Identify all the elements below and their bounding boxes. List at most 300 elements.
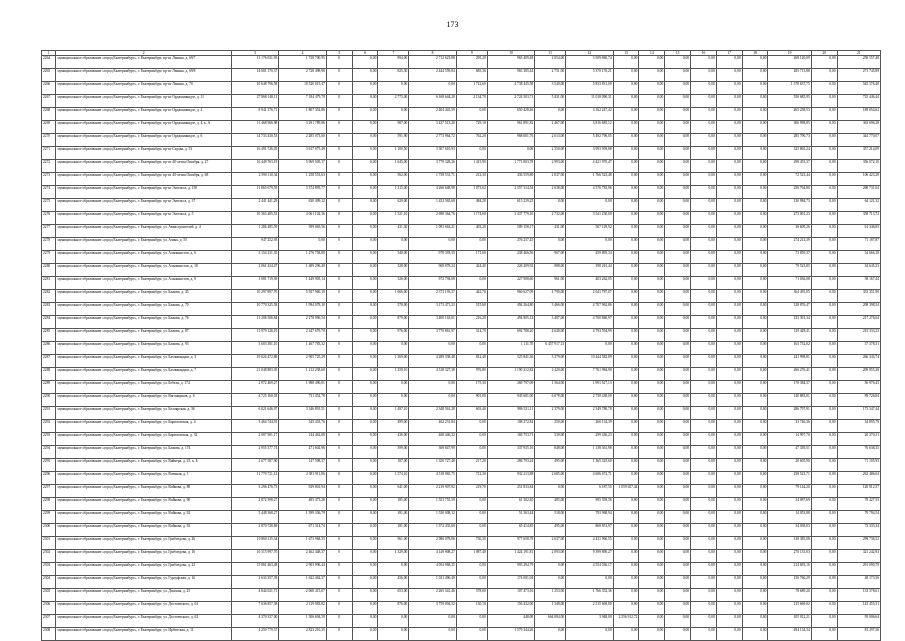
value-cell: 106 423,28 [837,173,880,186]
value-cell: 0,00 [566,199,613,212]
value-cell: 0,00 [613,329,639,342]
value-cell: 1 449 905,14 [279,277,326,290]
value-cell: 986 521,11 [487,407,534,420]
value-cell: 4 266 648,98 [409,186,456,199]
value-cell: 0,00 [691,368,717,381]
value-cell: 306 998,85 [768,121,811,134]
value-cell: 0,00 [811,303,837,316]
value-cell: 0,00 [811,446,837,459]
value-cell: 0,00 [378,108,409,121]
value-cell: 0,00 [665,134,691,147]
value-cell: 0,00 [665,316,691,329]
value-cell: 4 606 672,71 [566,472,613,485]
value-cell: 2 724 503,71 [487,95,534,108]
value-cell: 0,00 [639,524,665,537]
value-cell: 0,00 [566,238,613,251]
table-row [42,446,881,459]
row-number-cell: 2276 [42,212,56,225]
value-cell: 0 [326,524,352,537]
row-number-cell: 2295 [42,459,56,472]
value-cell: 0,00 [613,368,639,381]
value-cell: 0,00 [716,446,742,459]
value-cell: 61 346,85 [837,225,880,238]
value-cell: 0,00 [811,420,837,433]
value-cell: 181,00 [378,511,409,524]
value-cell: 0,00 [811,238,837,251]
value-cell: 0,00 [691,56,717,69]
value-cell: 2 980 078,86 [409,537,456,550]
value-cell: 0,00 [409,615,456,628]
value-cell: 56 976,45 [837,381,880,394]
value-cell: 0,00 [811,108,837,121]
value-cell: 0 [326,251,352,264]
value-cell: 0,00 [639,511,665,524]
value-cell: 484,20 [456,199,487,212]
value-cell: 10 363 485,53 [231,212,278,225]
value-cell: 363 696,28 [837,121,880,134]
value-cell: 4 793 594,99 [566,329,613,342]
table-row [42,550,881,563]
value-cell: 3 466,00 [535,303,566,316]
value-cell: 3 948,00 [566,615,613,628]
value-cell: 5 448 368,27 [231,511,278,524]
value-cell: 0,00 [742,147,768,160]
value-cell: 961,00 [535,277,566,290]
value-cell: 163 752,02 [768,342,811,355]
value-cell: 1 489 296,40 [279,264,326,277]
value-cell: 825,30 [378,69,409,82]
value-cell: 1 758 531,71 [409,173,456,186]
value-cell: 81 297,56 [837,628,880,641]
value-cell: 34 645,23 [837,264,880,277]
value-cell: 0,00 [639,589,665,602]
row-number-cell: 2302 [42,550,56,563]
value-cell: 318 385,08 [768,537,811,550]
table-row [42,563,881,576]
value-cell: 0,00 [742,212,768,225]
value-cell: 0,00 [716,173,742,186]
address-cell: муниципальное образование «город Екатеринбург», г. Екатеринбург, пр-кт Энгельса, д. 37 [56,199,231,212]
value-cell: 0,00 [665,537,691,550]
value-cell: 2 758 438,00 [566,394,613,407]
value-cell: 0,00 [535,108,566,121]
value-cell: 1 329,00 [378,550,409,563]
value-cell: 988,00 [535,264,566,277]
value-cell: 0,00 [639,186,665,199]
value-cell: 403 262,05 [566,277,613,290]
row-number-cell: 2281 [42,277,56,290]
value-cell: 591,90 [378,134,409,147]
table-row [42,160,881,173]
value-cell: 1 276 758,80 [279,251,326,264]
value-cell: 1 572 435,69 [409,524,456,537]
value-cell: 0,00 [811,472,837,485]
value-cell: 0,00 [613,472,639,485]
table-row [42,602,881,615]
value-cell: 333 351,96 [837,290,880,303]
value-cell: 73 859,37 [768,251,811,264]
value-cell: 0,00 [639,251,665,264]
value-cell: 0 [326,264,352,277]
address-cell: муниципальное образование «город Екатеринбург», г. Екатеринбург, ул. Бирюзовская, д. 4 [56,420,231,433]
table-row [42,433,881,446]
value-cell: 0,00 [378,394,409,407]
table-row [42,225,881,238]
value-cell: 0,00 [639,576,665,589]
value-cell: 10 770 325,58 [231,303,278,316]
value-cell: 0,00 [716,407,742,420]
value-cell: 0,00 [352,251,378,264]
value-cell: 0 [326,602,352,615]
value-cell: 0,00 [456,563,487,576]
value-cell: 0,00 [613,446,639,459]
value-cell: 265 258,53 [768,108,811,121]
value-cell: 0,00 [742,407,768,420]
value-cell: 0,00 [409,82,456,95]
value-cell: 3 291 789,86 [279,121,326,134]
value-cell: 0,00 [352,212,378,225]
value-cell: 3 770 861,97 [409,329,456,342]
table-row [42,407,881,420]
row-number-cell: 2299 [42,511,56,524]
value-cell: 879,00 [378,316,409,329]
value-cell: 929 801,94 [279,485,326,498]
value-cell: 4 700 860,97 [566,316,613,329]
value-cell: 0,00 [742,355,768,368]
value-cell: 140 883,01 [768,394,811,407]
value-cell: 2 773 964,72 [409,134,456,147]
table-row [42,381,881,394]
value-cell: 0,00 [352,277,378,290]
value-cell: 0,00 [691,82,717,95]
value-cell: 3 081 719,39 [231,277,278,290]
value-cell: 251 833,84 [487,485,534,498]
value-cell: 0,00 [691,121,717,134]
value-cell: 0,00 [566,576,613,589]
value-cell: 965 409,48 [487,56,534,69]
value-cell: 0 [326,511,352,524]
value-cell: 2 712 623,88 [409,56,456,69]
address-cell: муниципальное образование «город Екатеринбург», г. Екатеринбург, ул. Войкова, д. 90 [56,498,231,511]
value-cell: 641,00 [378,485,409,498]
value-cell: 961,00 [378,537,409,550]
value-cell: 945 681,00 [487,394,534,407]
value-cell: 0,00 [613,537,639,550]
value-cell: 3 379,00 [535,355,566,368]
table-row [42,615,881,628]
table-row [42,342,881,355]
value-cell: 47 339,51 [768,446,811,459]
value-cell: 1 174,60 [456,212,487,225]
value-cell: 0,00 [665,329,691,342]
value-cell: 0 [326,407,352,420]
value-cell: 969 878,24 [409,264,456,277]
value-cell: 0,00 [352,511,378,524]
value-cell: 0,00 [742,186,768,199]
value-cell: 0,00 [613,121,639,134]
value-cell: 0,00 [716,160,742,173]
value-cell: 169 753,73 [487,433,534,446]
value-cell: 0,00 [456,446,487,459]
value-cell: 0,00 [456,108,487,121]
value-cell: 2 379,00 [535,407,566,420]
value-cell: 1 771 803,78 [487,160,534,173]
value-cell: 5 492 796,05 [566,134,613,147]
column-number-cell: 20 [811,51,837,56]
value-cell: 0,00 [613,199,639,212]
value-cell: 0,00 [811,342,837,355]
value-cell: 0,00 [811,498,837,511]
value-cell: 0,00 [665,147,691,160]
value-cell: 48 173,56 [837,576,880,589]
value-cell: 0,00 [665,381,691,394]
value-cell: 286 797,91 [768,407,811,420]
value-cell: 6 187,55 [566,485,613,498]
value-cell: 0,00 [456,576,487,589]
value-cell: 3 173 471,23 [409,303,456,316]
value-cell: 2 348 561,28 [409,407,456,420]
value-cell: 0,00 [487,147,534,160]
value-cell: 0,00 [613,589,639,602]
value-cell: 2 905 725,29 [279,355,326,368]
value-cell: 0,00 [691,316,717,329]
value-cell: 0,00 [716,134,742,147]
value-cell: 3 307 610,93 [409,147,456,160]
value-cell: 0,00 [716,472,742,485]
value-cell: 15 861 463,48 [231,563,278,576]
value-cell: 3 541 230,00 [566,212,613,225]
value-cell: 0,00 [665,212,691,225]
value-cell: 1 365 325,60 [566,459,613,472]
column-number-cell: 2 [56,51,231,56]
value-cell: 0,00 [456,615,487,628]
value-cell: 0,00 [691,290,717,303]
value-cell: 0,00 [811,225,837,238]
value-cell: 14 681 170,37 [231,69,278,82]
column-number-cell: 14 [639,51,665,56]
value-cell: 7 184 479,79 [279,95,326,108]
value-cell: 0,00 [665,82,691,95]
value-cell: 3 778 328,26 [409,160,456,173]
value-cell: 578,00 [456,589,487,602]
value-cell: 0,00 [613,225,639,238]
address-cell: муниципальное образование «город Екатеринбург», г. Екатеринбург, ул. Белоярская, д. 36 [56,407,231,420]
value-cell: 3 296 476,73 [231,485,278,498]
value-cell: 0,00 [535,238,566,251]
value-cell: 0 [326,134,352,147]
value-cell: 0,00 [716,186,742,199]
value-cell: 0,00 [742,368,768,381]
value-cell: 2 087 901,17 [231,433,278,446]
value-cell: 0,00 [716,485,742,498]
value-cell: 3 400 163,01 [409,316,456,329]
value-cell: 0,00 [716,199,742,212]
value-cell: 129 428,41 [768,329,811,342]
column-number-cell: 12 [566,51,613,56]
value-cell: 0,00 [352,134,378,147]
value-cell: 0,00 [352,628,378,641]
value-cell: 1 622 462,37 [279,576,326,589]
value-cell: 36 609,26 [768,225,811,238]
value-cell: 2 381 911,06 [279,472,326,485]
value-cell: 0,00 [535,576,566,589]
table-row [42,212,881,225]
value-cell: 0,00 [639,368,665,381]
value-cell: 0,00 [691,615,717,628]
value-cell: 3 509 860,74 [566,56,613,69]
value-cell: 0,00 [742,69,768,82]
value-cell: 0,00 [352,329,378,342]
column-number-cell: 10 [487,51,534,56]
value-cell: 0,00 [742,342,768,355]
value-cell: 0,00 [352,355,378,368]
value-cell: 1 766 523,48 [566,173,613,186]
value-cell: 266 276,41 [768,368,811,381]
value-cell: 567 129,92 [566,225,613,238]
value-cell: 629,00 [378,199,409,212]
row-number-cell: 2285 [42,329,56,342]
table-row [42,524,881,537]
value-cell: 0,00 [352,446,378,459]
value-cell: 0,00 [613,238,639,251]
value-cell: 0,00 [352,238,378,251]
value-cell: 0,00 [665,550,691,563]
value-cell: 0,00 [691,407,717,420]
value-cell: 321 242,93 [837,550,880,563]
value-cell: 0,00 [352,472,378,485]
value-cell: 0,00 [613,160,639,173]
value-cell: 0,00 [742,459,768,472]
value-cell: 173 347,44 [837,407,880,420]
value-cell: 144 462,08 [279,433,326,446]
value-cell: 0,00 [639,433,665,446]
value-cell: 71 187,87 [837,238,880,251]
value-cell: 0,00 [811,524,837,537]
value-cell: 0,00 [665,524,691,537]
value-cell: 0,00 [811,264,837,277]
value-cell: 0,00 [409,381,456,394]
address-cell: муниципальное образование «город Екатеринбург», г. Екатеринбург, ул. Авиастроителей, д. 4 [56,225,231,238]
value-cell: 5 969 505,17 [279,160,326,173]
value-cell: 0,00 [535,199,566,212]
value-cell: 0,00 [378,628,409,641]
value-cell: 0,00 [665,173,691,186]
table-row [42,303,881,316]
value-cell: 0,00 [691,485,717,498]
value-cell: 0,00 [742,537,768,550]
value-cell: 2 061 434,47 [231,264,278,277]
value-cell: 105 012,21 [768,615,811,628]
row-number-cell: 2296 [42,472,56,485]
value-cell: 0,00 [639,563,665,576]
value-cell: 0,00 [409,238,456,251]
value-cell: 0,00 [716,82,742,95]
value-cell: 0,00 [639,69,665,82]
value-cell: 0,00 [665,69,691,82]
table-row [42,69,881,82]
value-cell: 0,00 [691,108,717,121]
value-cell: 189 854,62 [837,108,880,121]
value-cell: 1 666,00 [378,290,409,303]
value-cell: 5 431,00 [535,95,566,108]
value-cell: 250,00 [535,420,566,433]
value-cell: 0,00 [742,251,768,264]
value-cell: 212,30 [456,173,487,186]
value-cell: 0,00 [742,264,768,277]
value-cell: 0,00 [352,524,378,537]
value-cell: 0,00 [691,563,717,576]
value-cell: 0,00 [352,342,378,355]
value-cell: 0,00 [665,407,691,420]
value-cell: 0,00 [456,342,487,355]
value-cell: 0,00 [639,212,665,225]
value-cell: 725 446,44 [837,95,880,108]
value-cell: 2 219 907,92 [409,485,456,498]
column-number-cell: 7 [378,51,409,56]
address-cell: муниципальное образование «город Екатеринбург», г. Екатеринбург, пр-кт Седова, д. 53 [56,147,231,160]
value-cell: 1 564,00 [535,381,566,394]
value-cell: 1 258 553,63 [279,173,326,186]
value-cell: 130,10 [456,602,487,615]
value-cell: 0 [326,615,352,628]
value-cell: 0,00 [716,602,742,615]
value-cell: 0,00 [691,69,717,82]
address-cell: муниципальное образование «город Екатеринбург», г. Екатеринбург, пр-кт 40-летия Октября, д. 27 [56,160,231,173]
value-cell: 0,00 [665,368,691,381]
value-cell: 2 420,00 [535,368,566,381]
value-cell: 0,00 [691,329,717,342]
value-cell: 2 550,00 [535,147,566,160]
value-cell: 0,00 [639,615,665,628]
value-cell: 0,00 [811,576,837,589]
value-cell: 174 001,04 [487,576,534,589]
row-number-cell: 2283 [42,303,56,316]
value-cell: 995 359,56 [566,498,613,511]
value-cell: 0,00 [742,329,768,342]
value-cell: 0,00 [665,56,691,69]
value-cell: 0,00 [613,303,639,316]
value-cell: 0 [326,121,352,134]
value-cell: 89 726,84 [837,394,880,407]
value-cell: 1 452 565,68 [409,199,456,212]
value-cell: 1 369,00 [378,355,409,368]
value-cell: 0,00 [691,589,717,602]
value-cell: 3 993 959,88 [566,147,613,160]
value-cell: 431,00 [535,225,566,238]
value-cell: 51 363,44 [487,511,534,524]
value-cell: 0,00 [742,277,768,290]
value-cell: 0,00 [742,95,768,108]
value-cell: 0 [326,82,352,95]
column-number-cell: 13 [613,51,639,56]
value-cell: 0,00 [811,537,837,550]
value-cell: 2 347 679,70 [279,329,326,342]
value-cell: 0,00 [811,329,837,342]
value-cell: 712,30 [456,472,487,485]
value-cell: 215 333,23 [837,329,880,342]
column-number-cell: 6 [352,51,378,56]
value-cell: 972 794,08 [409,277,456,290]
value-cell: 0,00 [691,238,717,251]
value-cell: 0,00 [691,147,717,160]
value-cell: 3 437 779,10 [487,212,534,225]
value-cell: 960 627,09 [487,290,534,303]
value-cell: 4 431 960,55 [566,537,613,550]
address-cell: муниципальное образование «город Екатеринбург», г. Екатеринбург, ул. Гурзуфская, д. 16 [56,576,231,589]
value-cell: 0,00 [665,342,691,355]
value-cell: 901,00 [456,394,487,407]
value-cell: 108 272,84 [487,420,534,433]
